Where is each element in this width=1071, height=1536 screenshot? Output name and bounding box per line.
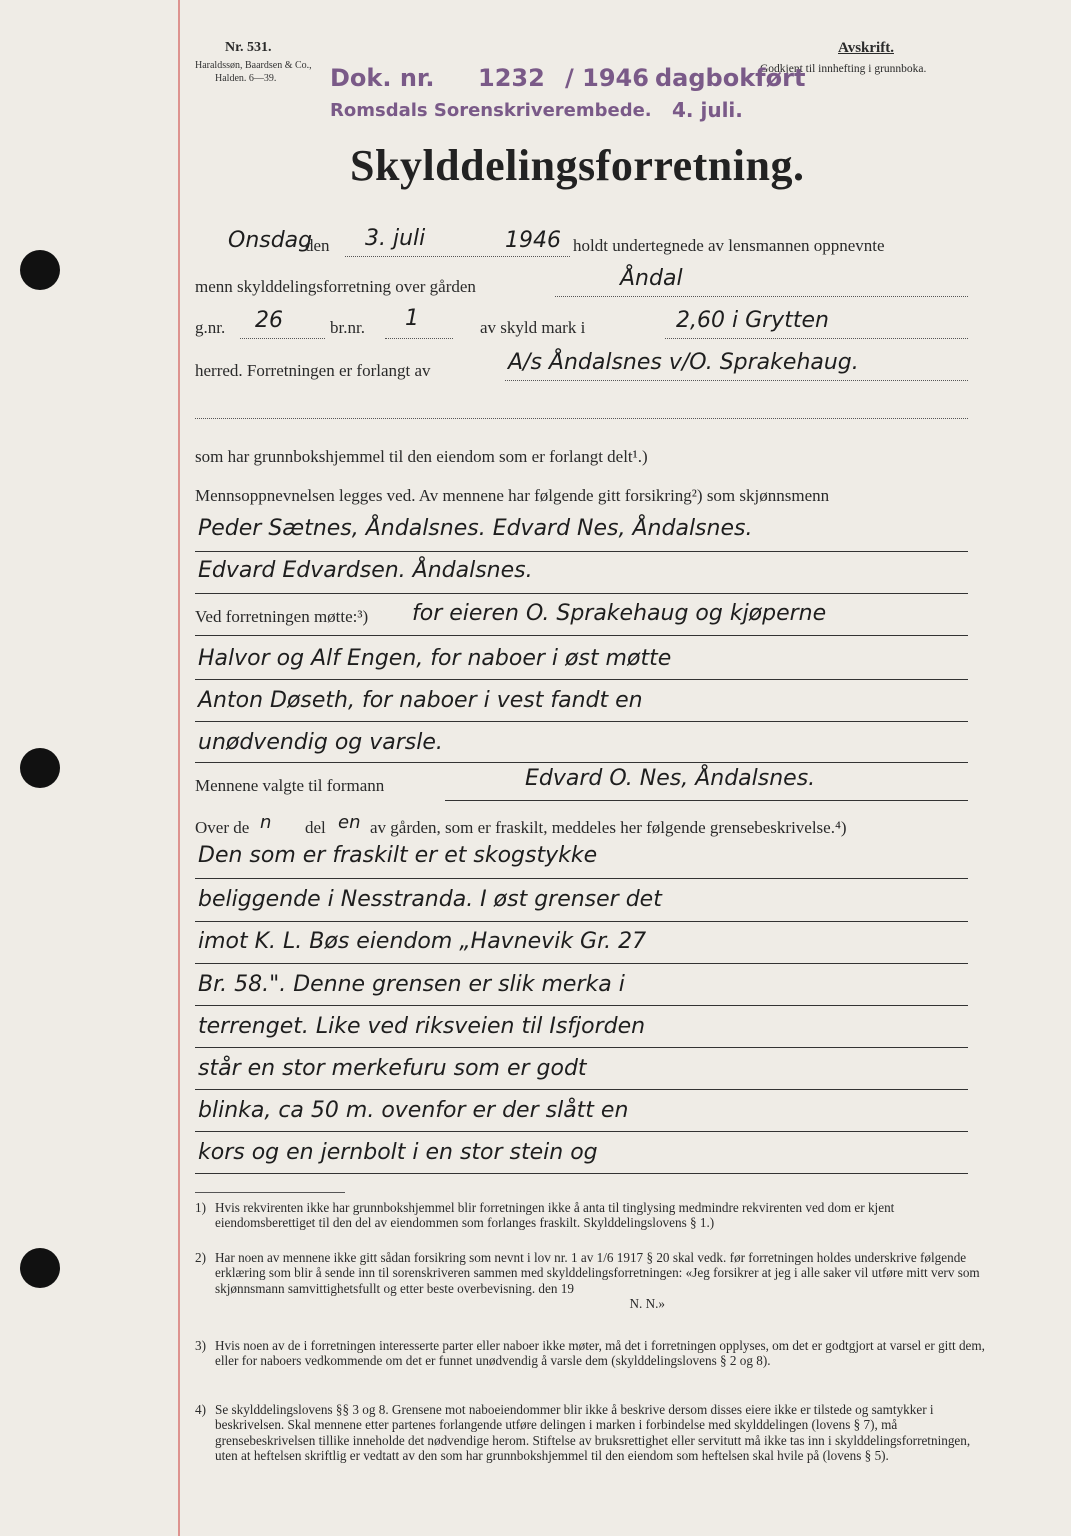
hand-description-3: imot K. L. Bøs eiendom „Havnevik Gr. 27 [198,929,647,954]
rule-formann [445,800,968,801]
label-attended: Ved forretningen møtte:³) [195,607,369,626]
label-line1-rest: holdt undertegnede av lensmannen oppnevnte [573,236,885,255]
rule-description-8 [195,1173,968,1174]
punch-hole-bottom [20,1248,60,1288]
hand-attended-2: Halvor og Alf Engen, for naboer i øst møtte [198,646,672,671]
hand-gnr: 26 [255,308,283,333]
stamp-doc-label: Dok. nr. [330,64,435,92]
form-number: Nr. 531. [225,40,272,55]
hand-weekday: Onsdag [228,228,313,253]
rule-description-1 [195,878,968,879]
label-den: den [305,236,330,255]
stamp-office: Romsdals Sorenskriverembede. [330,100,652,121]
rule-description-6 [195,1089,968,1090]
hand-description-8: kors og en jernbolt i en stor stein og [198,1140,598,1165]
dots-brnr [385,338,453,339]
hand-description-1: Den som er fraskilt er et skogstykke [198,843,598,868]
hand-description-5: terrenget. Like ved riksveien til Isfjorden [198,1014,646,1039]
footnote-number: 4) [195,1402,206,1417]
hand-date: 3. juli [365,226,426,251]
hand-over-n: n [260,812,272,833]
footnote-number: 1) [195,1200,206,1215]
stamp-year: / 1946 [565,64,649,92]
punch-hole-middle [20,748,60,788]
dots-forlangt [505,380,968,381]
label-gaarden: menn skylddelingsforretning over gården [195,277,476,296]
rule-attended-4 [195,762,968,763]
hand-gaarden: Åndal [620,266,683,291]
footnote-signature: N. N.» [629,1296,665,1312]
stamp-dagbokfort: dagbokført [655,64,806,92]
hand-attended-3: Anton Døseth, for naboer i vest fandt en [198,688,643,713]
hand-men-line-1: Peder Sætnes, Åndalsnes. Edvard Nes, Åndalsnes. [198,516,753,541]
hand-forlangt: A/s Åndalsnes v/O. Sprakehaug. [508,350,859,375]
label-over-del: del [305,818,326,837]
label-brnr: br.nr. [330,318,365,337]
rule-description-5 [195,1047,968,1048]
hand-description-6: står en stor merkefuru som er godt [198,1056,587,1081]
hand-brnr: 1 [405,306,419,331]
rule-description-2 [195,921,968,922]
margin-line [178,0,180,1536]
hand-skyld: 2,60 i Grytten [676,308,829,333]
label-over-de: Over de [195,818,250,837]
label-grunnbokshjemmel: som har grunnbokshjemmel til den eiendom som er forlangt delt¹.) [195,447,648,466]
avskrift-label: Avskrift. [838,40,894,56]
rule-attended-3 [195,721,968,722]
document-title: Skylddelingsforretning. [350,141,805,190]
dots-date [345,256,570,257]
printer-line-1: Haraldssøn, Baardsen & Co., [195,60,312,71]
rule-men-1 [195,551,968,552]
dots-gnr [240,338,325,339]
hand-over-en: en [338,812,361,833]
label-formann: Mennene valgte til formann [195,776,385,795]
rule-men-2 [195,593,968,594]
label-mennsoppnevnelsen: Mennsoppnevnelsen legges ved. Av mennene har følgende gitt forsikring²) som skjønnsmenn [195,486,830,505]
footnote-text: Hvis noen av de i forretningen interesserte parter eller naboer ikke møter, må det i forretningen opplyses, om det er godtgjort at varsel er gitt dem, eller for naboers vedkommende om det er funnet unødvendig å varsle dem (skylddelingslovens § 2 og 8). [215,1338,985,1369]
hand-attended-4: unødvendig og varsle. [198,730,443,755]
footnote-2 [195,1250,995,1312]
footnote-text: Har noen av mennene ikke gitt sådan forsikring som nevnt i lov nr. 1 av 1/6 1917 § 20 skal vedk. før forretningen holdes underskrive følgende erklæring som blir å sende inn til sorenskriveren sammen med skylddelingsforretningen: «Jeg forsikrer at jeg i alle saker vil utføre mitt verv som skjønnsmann samvittighetsfullt og etter beste overbevisning. den 19 [215,1250,980,1296]
hand-formann: Edvard O. Nes, Åndalsnes. [525,766,816,791]
hand-men-line-2: Edvard Edvardsen. Åndalsnes. [198,558,533,583]
hand-description-2: beliggende i Nesstranda. I øst grenser det [198,887,662,912]
footnote-1 [195,1200,995,1231]
rule-attended-1 [195,635,968,636]
footnote-text: Se skylddelingslovens §§ 3 og 8. Grensene mot naboeiendommer blir ikke å beskrive dersom disses eiere ikke er tilstede og samtykker i beskrivelsen. Skal mennene etter partenes forlangende utføre delingen i marken i forbindelse med skylddelingen (lovens § 7), må grensebeskrivelsen tillike inneholde det nødvendige herom. Stiftelse av bruksrettighet eller servitutt må ikke tas inn i skylddelingsforretningen, uten at heftelsen skriftlig er vedtatt av den som har grunnbokshjemmel til den eiendom som heftelsen skal hvile på (lovens § 5). [215,1402,971,1464]
hand-year: 1946 [505,228,561,253]
footnote-number: 3) [195,1338,206,1353]
rule-description-7 [195,1131,968,1132]
dots-empty-line [195,418,968,419]
footnote-4 [195,1402,995,1464]
label-gnr: g.nr. [195,318,226,337]
footnote-number: 2) [195,1250,206,1265]
printer-line-2: Halden. 6—39. [215,73,277,84]
label-over-rest: av gården, som er fraskilt, meddeles her følgende grensebeskrivelse.⁴) [370,818,847,837]
hand-attended-1: for eieren O. Sprakehaug og kjøperne [412,601,827,626]
label-skyld: av skyld mark i [480,318,586,337]
dots-skyld [665,338,968,339]
footnote-text: Hvis rekvirenten ikke har grunnbokshjemmel blir forretningen ikke å anta til tinglysing medmindre rekvirenten ved dom er kjent eiendomsberettiget til den del av eiendommen som forlanges fraskilt. Skylddelingslovens § 1.) [215,1200,895,1231]
label-forlangt: herred. Forretningen er forlangt av [195,361,431,380]
approved-note: Godkjent til innhefting i grunnboka. [760,63,927,75]
footnote-separator [195,1192,345,1193]
rule-attended-2 [195,679,968,680]
footnote-3 [195,1338,995,1369]
stamp-date: 4. juli. [672,98,743,122]
dots-gaarden [555,296,968,297]
hand-description-7: blinka, ca 50 m. ovenfor er der slått en [198,1098,629,1123]
stamp-doc-number: 1232 [478,64,545,92]
rule-description-3 [195,963,968,964]
punch-hole-top [20,250,60,290]
rule-description-4 [195,1005,968,1006]
hand-description-4: Br. 58.". Denne grensen er slik merka i [198,972,625,997]
